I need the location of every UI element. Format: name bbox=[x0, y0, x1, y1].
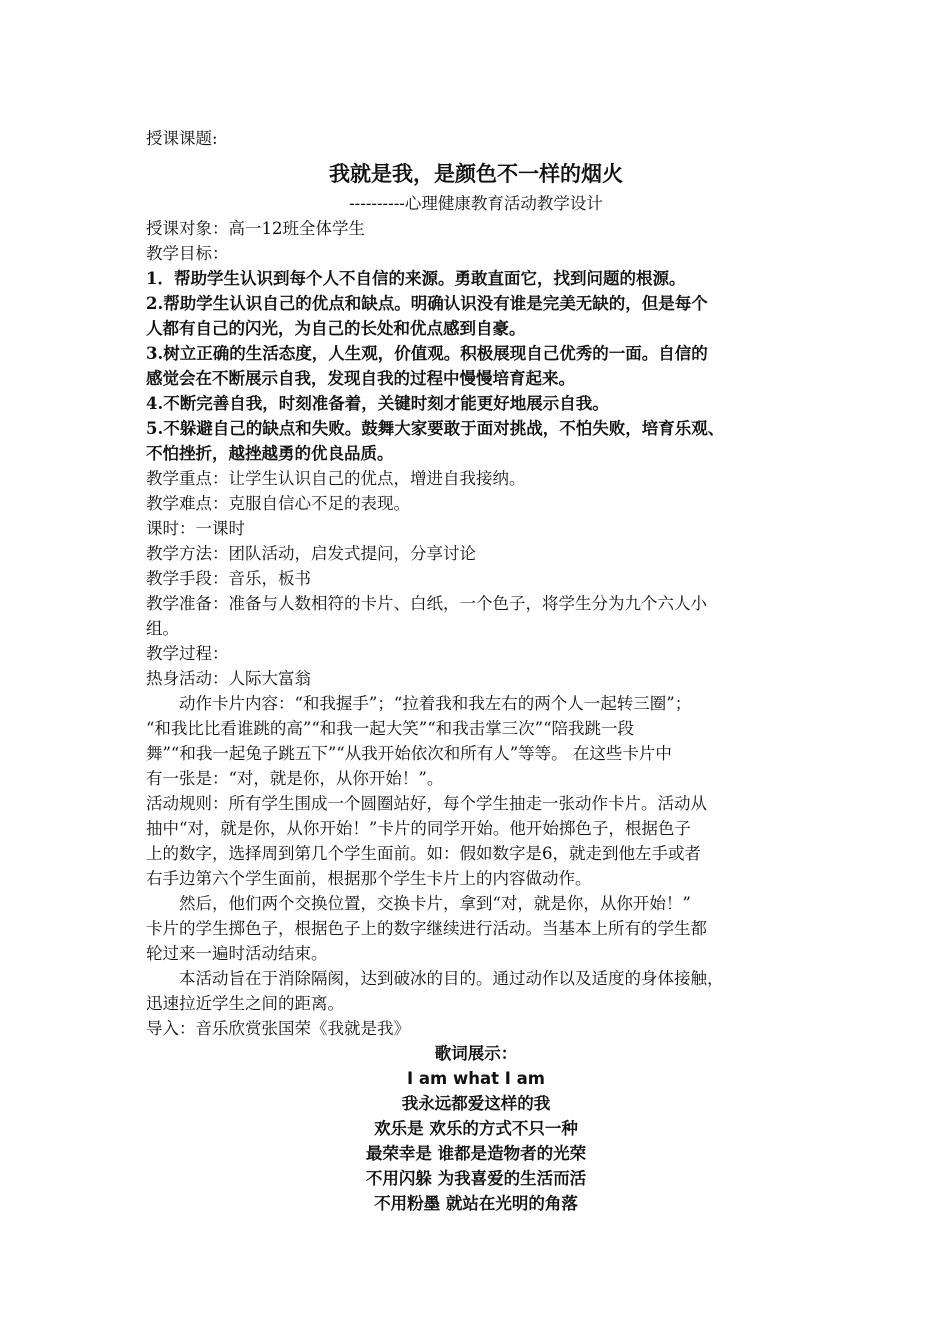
lyrics-line: 欢乐是 欢乐的方式不只一种 bbox=[374, 1119, 578, 1138]
rules-line: 上的数字，选择周到第几个学生面前。如：假如数字是6，就走到他左手或者 bbox=[146, 844, 701, 863]
detail-line: 教学手段：音乐，板书 bbox=[146, 569, 311, 588]
then-line: 轮过来一遍时活动结束。 bbox=[146, 944, 328, 963]
activity-card-content bbox=[146, 691, 806, 791]
detail-line: 组。 bbox=[146, 619, 179, 638]
detail-line: 教学过程： bbox=[146, 644, 229, 663]
goal-line: 不怕挫折，越挫越勇的优良品质。 bbox=[146, 444, 394, 463]
card-content-line: 有一张是：“对，就是你，从你开始！”。 bbox=[146, 769, 444, 788]
lyrics-line: 我永远都爱这样的我 bbox=[401, 1094, 551, 1113]
detail-line: 教学方法：团队活动，启发式提问，分享讨论 bbox=[146, 544, 476, 563]
activity-purpose bbox=[146, 966, 806, 1016]
detail-line: 教学难点：克服自信心不足的表现。 bbox=[146, 494, 410, 513]
details-list bbox=[146, 466, 806, 691]
goal-line: 人都有自己的闪光，为自己的长处和优点感到自豪。 bbox=[146, 319, 526, 338]
goals-list bbox=[146, 266, 806, 466]
detail-line: 热身活动：人际大富翁 bbox=[146, 669, 311, 688]
goal-line: 5.不躲避自己的缺点和失败。鼓舞大家要敢于面对挑战，不怕失败，培育乐观、 bbox=[146, 419, 725, 438]
card-content-line: 舞”“和我一起兔子跳五下”“从我开始依次和所有人”等等。 在这些卡片中 bbox=[146, 744, 672, 763]
detail-line: 教学重点：让学生认识自己的优点，增进自我接纳。 bbox=[146, 469, 526, 488]
rules-line: 抽中“对，就是你，从你开始！”卡片的同学开始。他开始掷色子，根据色子 bbox=[146, 819, 691, 838]
lyrics-label: 歌词展示： bbox=[434, 1044, 518, 1063]
lyrics-line: 最荣幸是 谁都是造物者的光荣 bbox=[365, 1144, 587, 1163]
rules-line: 右手边第六个学生面前，根据那个学生卡片上的内容做动作。 bbox=[146, 869, 592, 888]
activity-rules bbox=[146, 791, 806, 891]
page-subtitle: ----------心理健康教育活动教学设计 bbox=[349, 194, 603, 213]
card-content-line: 动作卡片内容：“和我握手”；“拉着我和我左右的两个人一起转三圈”； bbox=[179, 694, 692, 713]
then-line: 然后，他们两个交换位置，交换卡片，拿到“对，就是你，从你开始！” bbox=[179, 894, 691, 913]
intro-line: 导入：音乐欣赏张国荣《我就是我》 bbox=[146, 1019, 410, 1038]
rules-line: 活动规则：所有学生围成一个圆圈站好，每个学生抽走一张动作卡片。活动从 bbox=[146, 794, 707, 813]
document-page bbox=[146, 126, 806, 1216]
goals-label: 教学目标： bbox=[146, 244, 229, 263]
lyrics-english-line: I am what I am bbox=[407, 1069, 545, 1088]
goal-line: 1．帮助学生认识到每个人不自信的来源。勇敢直面它，找到问题的根源。 bbox=[146, 269, 686, 288]
purpose-line: 迅速拉近学生之间的距离。 bbox=[146, 994, 344, 1013]
goal-line: 4.不断完善自我，时刻准备着，关键时刻才能更好地展示自我。 bbox=[146, 394, 609, 413]
course-topic-label: 授课课题: bbox=[146, 129, 218, 148]
lyrics-block bbox=[146, 1041, 806, 1216]
goal-line: 感觉会在不断展示自我，发现自我的过程中慢慢培育起来。 bbox=[146, 369, 575, 388]
detail-line: 教学准备：准备与人数相符的卡片、白纸，一个色子，将学生分为九个六人小 bbox=[146, 594, 707, 613]
card-content-line: “和我比比看谁跳的高”“和我一起大笑”“和我击掌三次”“陪我跳一段 bbox=[146, 719, 635, 738]
audience-line: 授课对象：高一12班全体学生 bbox=[146, 219, 365, 238]
then-line: 卡片的学生掷色子，根据色子上的数字继续进行活动。当基本上所有的学生都 bbox=[146, 919, 707, 938]
lyrics-line: 不用闪躲 为我喜爱的生活而活 bbox=[365, 1169, 587, 1188]
purpose-line: 本活动旨在于消除隔阂，达到破冰的目的。通过动作以及适度的身体接触， bbox=[179, 969, 724, 988]
page-title: 我就是我，是颜色不一样的烟火 bbox=[329, 161, 623, 186]
goal-line: 2.帮助学生认识自己的优点和缺点。明确认识没有谁是完美无缺的，但是每个 bbox=[146, 294, 708, 313]
detail-line: 课时：一课时 bbox=[146, 519, 245, 538]
activity-then bbox=[146, 891, 806, 966]
lyrics-line: 不用粉墨 就站在光明的角落 bbox=[374, 1194, 578, 1213]
goal-line: 3.树立正确的生活态度，人生观，价值观。积极展现自己优秀的一面。自信的 bbox=[146, 344, 708, 363]
